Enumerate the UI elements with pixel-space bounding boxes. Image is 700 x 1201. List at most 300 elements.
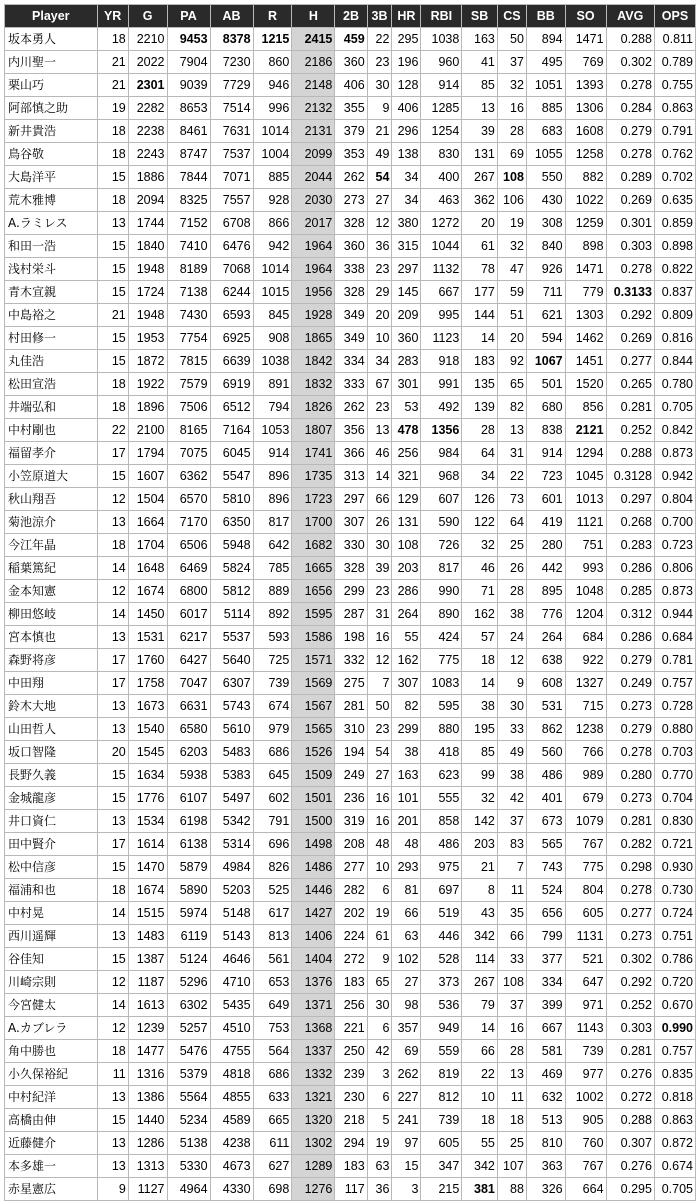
stat-cell: 7164	[210, 419, 253, 442]
stat-cell: 0.770	[654, 764, 695, 787]
stat-cell: 8461	[167, 120, 210, 143]
stat-cell: 1704	[128, 534, 167, 557]
stat-cell: 230	[335, 1086, 367, 1109]
table-row	[5, 948, 696, 971]
stat-cell: 15	[97, 787, 128, 810]
stat-cell: 1664	[128, 511, 167, 534]
stat-cell: 1865	[292, 327, 335, 350]
stat-cell: 301	[392, 373, 421, 396]
table-row	[5, 902, 696, 925]
stat-cell: 328	[335, 557, 367, 580]
stat-cell: 30	[497, 695, 526, 718]
stat-cell: 5143	[210, 925, 253, 948]
stat-cell: 0.297	[606, 488, 654, 511]
stat-cell: 0.307	[606, 1132, 654, 1155]
stat-cell: 5379	[167, 1063, 210, 1086]
stat-cell: 31	[497, 442, 526, 465]
stat-cell: 1515	[128, 902, 167, 925]
table-row	[5, 649, 696, 672]
stat-cell: 0.837	[654, 281, 695, 304]
stat-cell: 357	[392, 1017, 421, 1040]
stat-cell: 107	[497, 1155, 526, 1178]
stat-cell: 36	[367, 235, 392, 258]
stat-cell: 1928	[292, 304, 335, 327]
table-row	[5, 373, 696, 396]
stat-cell: 13	[97, 1132, 128, 1155]
stat-cell: 12	[97, 488, 128, 511]
stat-cell: 6217	[167, 626, 210, 649]
stat-cell: 845	[253, 304, 292, 327]
player-name-cell: 近藤健介	[5, 1132, 98, 1155]
stat-cell: 142	[462, 810, 498, 833]
stat-cell: 804	[565, 879, 606, 902]
stat-cell: 59	[497, 281, 526, 304]
column-header: SO	[565, 5, 606, 28]
stat-cell: 914	[526, 442, 565, 465]
stat-cell: 531	[526, 695, 565, 718]
stat-cell: 6476	[210, 235, 253, 258]
stat-cell: 968	[421, 465, 462, 488]
stat-cell: 262	[335, 166, 367, 189]
stat-cell: 4984	[210, 856, 253, 879]
stat-cell: 0.762	[654, 143, 695, 166]
stat-cell: 2415	[292, 28, 335, 51]
stat-cell: 633	[253, 1086, 292, 1109]
stat-cell: 0.990	[654, 1017, 695, 1040]
stat-cell: 817	[253, 511, 292, 534]
stat-cell: 725	[253, 649, 292, 672]
stat-cell: 1656	[292, 580, 335, 603]
stat-cell: 1501	[292, 787, 335, 810]
stat-cell: 5974	[167, 902, 210, 925]
stat-cell: 37	[497, 51, 526, 74]
stat-cell: 272	[335, 948, 367, 971]
stat-cell: 1131	[565, 925, 606, 948]
stat-cell: 400	[421, 166, 462, 189]
stat-cell: 16	[367, 626, 392, 649]
stat-cell: 5640	[210, 649, 253, 672]
stat-cell: 209	[392, 304, 421, 327]
stat-cell: 1044	[421, 235, 462, 258]
stat-cell: 1760	[128, 649, 167, 672]
stat-cell: 18	[97, 534, 128, 557]
stat-cell: 1735	[292, 465, 335, 488]
stat-cell: 353	[335, 143, 367, 166]
stat-cell: 791	[253, 810, 292, 833]
column-header: AVG	[606, 5, 654, 28]
stat-cell: 17	[97, 649, 128, 672]
stat-cell: 993	[565, 557, 606, 580]
stat-cell: 92	[497, 350, 526, 373]
stat-cell: 1067	[526, 350, 565, 373]
stat-cell: 71	[462, 580, 498, 603]
stat-cell: 18	[462, 1109, 498, 1132]
table-row	[5, 281, 696, 304]
stat-cell: 1526	[292, 741, 335, 764]
stat-cell: 131	[392, 511, 421, 534]
stat-cell: 0.942	[654, 465, 695, 488]
player-name-cell: 中島裕之	[5, 304, 98, 327]
stat-cell: 4710	[210, 971, 253, 994]
stat-cell: 273	[335, 189, 367, 212]
stat-cell: 30	[367, 994, 392, 1017]
stat-cell: 528	[421, 948, 462, 971]
stat-cell: 0.842	[654, 419, 695, 442]
stat-cell: 486	[421, 833, 462, 856]
stat-cell: 356	[335, 419, 367, 442]
stat-cell: 776	[526, 603, 565, 626]
stat-cell: 66	[462, 1040, 498, 1063]
stat-cell: 38	[497, 764, 526, 787]
stat-cell: 0.272	[606, 1086, 654, 1109]
table-row	[5, 626, 696, 649]
stat-cell: 1123	[421, 327, 462, 350]
stat-cell: 23	[367, 51, 392, 74]
stat-cell: 739	[421, 1109, 462, 1132]
stat-cell: 0.705	[654, 1178, 695, 1201]
stat-cell: 767	[565, 833, 606, 856]
stat-cell: 379	[335, 120, 367, 143]
stat-cell: 0.873	[654, 442, 695, 465]
stat-cell: 85	[462, 741, 498, 764]
stat-cell: 2121	[565, 419, 606, 442]
stat-cell: 1132	[421, 258, 462, 281]
stat-cell: 5342	[210, 810, 253, 833]
stat-cell: 29	[367, 281, 392, 304]
stat-cell: 1674	[128, 580, 167, 603]
stat-cell: 319	[335, 810, 367, 833]
stat-cell: 0.898	[654, 235, 695, 258]
stat-cell: 1238	[565, 718, 606, 741]
stat-cell: 7631	[210, 120, 253, 143]
stat-cell: 0.268	[606, 511, 654, 534]
stat-cell: 10	[367, 327, 392, 350]
stat-cell: 1462	[565, 327, 606, 350]
stat-cell: 830	[421, 143, 462, 166]
stat-cell: 262	[335, 396, 367, 419]
stat-cell: 5138	[167, 1132, 210, 1155]
stat-cell: 0.278	[606, 741, 654, 764]
stat-cell: 1744	[128, 212, 167, 235]
stat-cell: 6708	[210, 212, 253, 235]
stat-cell: 1504	[128, 488, 167, 511]
stat-cell: 632	[526, 1086, 565, 1109]
stat-cell: 882	[565, 166, 606, 189]
stat-cell: 24	[497, 626, 526, 649]
stat-cell: 22	[97, 419, 128, 442]
stat-cell: 1083	[421, 672, 462, 695]
stat-cell: 891	[253, 373, 292, 396]
stat-cell: 195	[462, 718, 498, 741]
stat-cell: 239	[335, 1063, 367, 1086]
stat-cell: 144	[462, 304, 498, 327]
stat-cell: 0.278	[606, 879, 654, 902]
player-name-cell: 村田修一	[5, 327, 98, 350]
stat-cell: 5812	[210, 580, 253, 603]
stat-cell: 6045	[210, 442, 253, 465]
stat-cell: 739	[565, 1040, 606, 1063]
stat-cell: 12	[97, 580, 128, 603]
stat-cell: 5330	[167, 1155, 210, 1178]
stat-cell: 22	[367, 28, 392, 51]
stat-cell: 6570	[167, 488, 210, 511]
stat-cell: 18	[462, 649, 498, 672]
stat-cell: 0.816	[654, 327, 695, 350]
stat-cell: 5203	[210, 879, 253, 902]
player-name-cell: 福浦和也	[5, 879, 98, 902]
stat-cell: 5938	[167, 764, 210, 787]
stat-cell: 418	[421, 741, 462, 764]
stat-cell: 0.284	[606, 97, 654, 120]
stat-cell: 296	[392, 120, 421, 143]
stat-cell: 1700	[292, 511, 335, 534]
column-header: 2B	[335, 5, 367, 28]
stat-cell: 117	[335, 1178, 367, 1201]
player-name-cell: 小笠原道大	[5, 465, 98, 488]
stat-cell: 131	[462, 143, 498, 166]
table-row	[5, 1017, 696, 1040]
stat-cell: 1648	[128, 557, 167, 580]
stat-cell: 524	[526, 879, 565, 902]
stat-cell: 13	[97, 695, 128, 718]
stat-cell: 5564	[167, 1086, 210, 1109]
table-row	[5, 120, 696, 143]
table-row	[5, 833, 696, 856]
stat-cell: 1948	[128, 304, 167, 327]
stat-cell: 381	[462, 1178, 498, 1201]
stat-cell: 9	[367, 97, 392, 120]
stat-cell: 377	[526, 948, 565, 971]
stat-cell: 627	[253, 1155, 292, 1178]
stat-cell: 22	[462, 1063, 498, 1086]
stat-cell: 50	[367, 695, 392, 718]
player-name-cell: 川崎宗則	[5, 971, 98, 994]
stat-cell: 5383	[210, 764, 253, 787]
stat-cell: 5114	[210, 603, 253, 626]
stat-cell: 1567	[292, 695, 335, 718]
stat-cell: 12	[367, 649, 392, 672]
stat-cell: 0.278	[606, 258, 654, 281]
stat-cell: 1285	[421, 97, 462, 120]
stat-cell: 2100	[128, 419, 167, 442]
table-row	[5, 350, 696, 373]
stat-cell: 918	[421, 350, 462, 373]
stat-cell: 355	[335, 97, 367, 120]
stat-cell: 1673	[128, 695, 167, 718]
stat-cell: 1613	[128, 994, 167, 1017]
stat-cell: 686	[253, 741, 292, 764]
stat-cell: 10	[367, 856, 392, 879]
stat-cell: 20	[497, 327, 526, 350]
stat-cell: 0.755	[654, 74, 695, 97]
stat-cell: 501	[526, 373, 565, 396]
stat-cell: 6244	[210, 281, 253, 304]
stat-cell: 12	[97, 971, 128, 994]
stat-cell: 2030	[292, 189, 335, 212]
stat-cell: 715	[565, 695, 606, 718]
stat-cell: 18	[97, 373, 128, 396]
stat-cell: 492	[421, 396, 462, 419]
stat-cell: 1276	[292, 1178, 335, 1201]
player-name-cell: 赤星憲広	[5, 1178, 98, 1201]
stat-cell: 779	[565, 281, 606, 304]
stat-cell: 928	[253, 189, 292, 212]
stat-cell: 1794	[128, 442, 167, 465]
column-header: SB	[462, 5, 498, 28]
stat-cell: 1956	[292, 281, 335, 304]
stat-cell: 0.859	[654, 212, 695, 235]
stat-cell: 63	[367, 1155, 392, 1178]
stat-cell: 2044	[292, 166, 335, 189]
stat-cell: 799	[526, 925, 565, 948]
stat-cell: 0.281	[606, 396, 654, 419]
stat-cell: 14	[97, 902, 128, 925]
stat-cell: 1045	[565, 465, 606, 488]
stat-cell: 1320	[292, 1109, 335, 1132]
stat-cell: 767	[565, 1155, 606, 1178]
stat-cell: 5948	[210, 534, 253, 557]
stat-cell: 42	[367, 1040, 392, 1063]
stat-cell: 203	[462, 833, 498, 856]
stat-cell: 1498	[292, 833, 335, 856]
table-row	[5, 856, 696, 879]
stat-cell: 1306	[565, 97, 606, 120]
stat-cell: 13	[497, 419, 526, 442]
table-row	[5, 672, 696, 695]
stat-cell: 297	[392, 258, 421, 281]
stat-cell: 665	[253, 1109, 292, 1132]
stat-cell: 0.684	[654, 626, 695, 649]
stat-cell: 9	[367, 948, 392, 971]
stat-cell: 6198	[167, 810, 210, 833]
stat-cell: 0.289	[606, 166, 654, 189]
stat-cell: 1545	[128, 741, 167, 764]
stat-cell: 1079	[565, 810, 606, 833]
stat-cell: 83	[497, 833, 526, 856]
stat-cell: 990	[421, 580, 462, 603]
stat-cell: 18	[97, 189, 128, 212]
stat-cell: 34	[367, 350, 392, 373]
stat-cell: 57	[462, 626, 498, 649]
stat-cell: 0.279	[606, 649, 654, 672]
stat-cell: 1665	[292, 557, 335, 580]
stat-cell: 162	[462, 603, 498, 626]
stat-cell: 6	[367, 1017, 392, 1040]
stat-cell: 54	[367, 741, 392, 764]
stat-cell: 21	[97, 74, 128, 97]
stat-cell: 8378	[210, 28, 253, 51]
stat-cell: 880	[421, 718, 462, 741]
stat-cell: 550	[526, 166, 565, 189]
stat-cell: 7071	[210, 166, 253, 189]
stat-cell: 1586	[292, 626, 335, 649]
stat-cell: 1723	[292, 488, 335, 511]
stat-cell: 61	[462, 235, 498, 258]
stat-cell: 469	[526, 1063, 565, 1086]
stat-cell: 6506	[167, 534, 210, 557]
stat-cell: 1953	[128, 327, 167, 350]
stat-cell: 7579	[167, 373, 210, 396]
stat-cell: 430	[526, 189, 565, 212]
stat-cell: 1964	[292, 258, 335, 281]
stat-cell: 0.292	[606, 304, 654, 327]
stat-cell: 5547	[210, 465, 253, 488]
stat-cell: 85	[462, 74, 498, 97]
stat-cell: 8	[462, 879, 498, 902]
stat-cell: 23	[367, 580, 392, 603]
stat-cell: 1053	[253, 419, 292, 442]
stat-cell: 4510	[210, 1017, 253, 1040]
table-row	[5, 465, 696, 488]
stat-cell: 135	[462, 373, 498, 396]
stat-cell: 55	[392, 626, 421, 649]
stat-cell: 739	[253, 672, 292, 695]
stat-cell: 15	[97, 764, 128, 787]
stat-cell: 1634	[128, 764, 167, 787]
player-name-cell: 新井貴浩	[5, 120, 98, 143]
player-name-cell: 小久保裕紀	[5, 1063, 98, 1086]
player-name-cell: 稲葉篤紀	[5, 557, 98, 580]
stat-cell: 183	[335, 1155, 367, 1178]
stat-cell: 5810	[210, 488, 253, 511]
stat-cell: 307	[392, 672, 421, 695]
stat-cell: 7230	[210, 51, 253, 74]
stat-cell: 1607	[128, 465, 167, 488]
stat-cell: 14	[367, 465, 392, 488]
player-name-cell: 鳥谷敬	[5, 143, 98, 166]
stat-cell: 256	[392, 442, 421, 465]
stat-cell: 605	[565, 902, 606, 925]
stat-cell: 0.288	[606, 28, 654, 51]
table-row	[5, 879, 696, 902]
stat-cell: 0.292	[606, 971, 654, 994]
stat-cell: 14	[97, 603, 128, 626]
table-row	[5, 327, 696, 350]
stat-cell: 565	[526, 833, 565, 856]
stat-cell: 866	[253, 212, 292, 235]
stat-cell: 6017	[167, 603, 210, 626]
stat-cell: 0.277	[606, 350, 654, 373]
stat-cell: 0.280	[606, 764, 654, 787]
stat-cell: 0.757	[654, 672, 695, 695]
stat-cell: 673	[526, 810, 565, 833]
stat-cell: 401	[526, 787, 565, 810]
column-header: RBI	[421, 5, 462, 28]
stat-cell: 1520	[565, 373, 606, 396]
stat-cell: 21	[367, 120, 392, 143]
stat-cell: 27	[367, 189, 392, 212]
stat-cell: 2301	[128, 74, 167, 97]
player-name-cell: 阿部慎之助	[5, 97, 98, 120]
stat-cell: 256	[335, 994, 367, 1017]
stat-cell: 0.789	[654, 51, 695, 74]
stat-cell: 0.724	[654, 902, 695, 925]
stat-cell: 0.278	[606, 74, 654, 97]
stat-cell: 7729	[210, 74, 253, 97]
stat-cell: 810	[526, 1132, 565, 1155]
stat-cell: 82	[497, 396, 526, 419]
stat-cell: 23	[367, 396, 392, 419]
stat-cell: 664	[565, 1178, 606, 1201]
stat-cell: 66	[392, 902, 421, 925]
table-row	[5, 189, 696, 212]
stat-cell: 0.276	[606, 1063, 654, 1086]
stat-cell: 88	[497, 1178, 526, 1201]
stat-cell: 984	[421, 442, 462, 465]
stat-cell: 0.301	[606, 212, 654, 235]
player-name-cell: 浅村栄斗	[5, 258, 98, 281]
stat-cell: 1258	[565, 143, 606, 166]
